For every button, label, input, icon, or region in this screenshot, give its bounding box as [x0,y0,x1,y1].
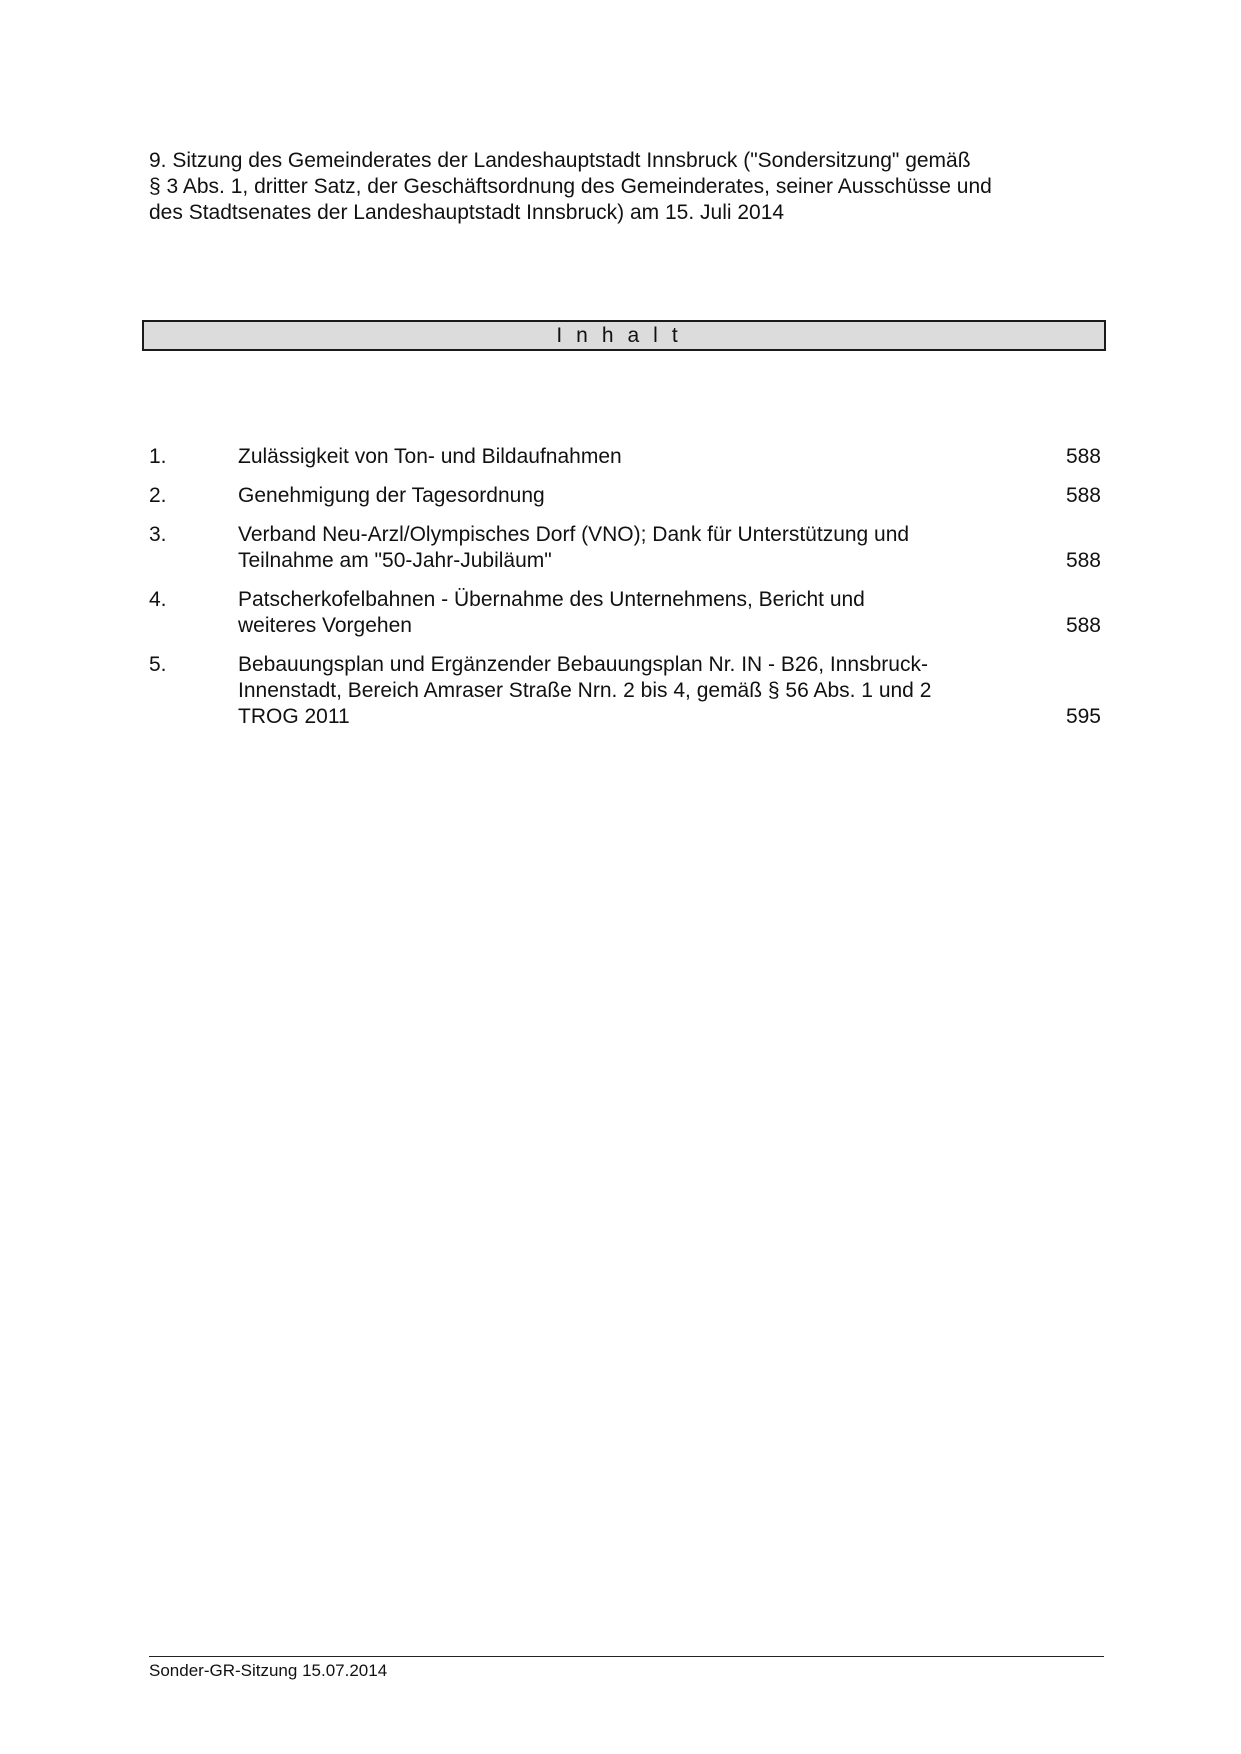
toc-entry-title-line: Patscherkofelbahnen - Übernahme des Unternehmens, Bericht und [238,588,865,611]
toc-entry-number: 4. [149,588,167,611]
toc-entry-title-line: Teilnahme am "50-Jahr-Jubiläum" [238,549,552,572]
toc-entry[interactable] [149,483,1101,509]
toc-entry[interactable] [149,444,1101,470]
toc-entry-title-line: Zulässigkeit von Ton- und Bildaufnahmen [238,445,622,468]
toc-entry-page: 588 [1065,549,1101,572]
toc-entry-title [238,483,1028,509]
inhalt-label: Inhalt [556,324,692,347]
toc-entry-title [238,587,1028,639]
toc-entry[interactable] [149,522,1101,574]
toc-entry-title-line: TROG 2011 [238,705,350,728]
toc-entry-number: 1. [149,445,167,468]
toc-entry-title-line: weiteres Vorgehen [238,614,412,637]
table-of-contents [149,444,1101,743]
inhalt-banner [142,320,1106,351]
toc-entry-title-line: Bebauungsplan und Ergänzender Bebauungsplan Nr. IN - B26, Innsbruck- [238,653,928,676]
heading-line: § 3 Abs. 1, dritter Satz, der Geschäftsordnung des Gemeinderates, seiner Ausschüsse und [149,175,992,198]
toc-entry-number: 5. [149,653,167,676]
toc-entry-title [238,444,1028,470]
toc-entry-number: 2. [149,484,167,507]
toc-entry-page: 588 [1065,445,1101,468]
toc-entry[interactable] [149,652,1101,730]
document-heading [149,148,1099,226]
toc-entry-page: 595 [1065,705,1101,728]
toc-entry[interactable] [149,587,1101,639]
toc-entry-title-line: Genehmigung der Tagesordnung [238,484,545,507]
toc-entry-page: 588 [1065,614,1101,637]
toc-entry-number: 3. [149,523,167,546]
toc-entry-title-line: Innenstadt, Bereich Amraser Straße Nrn. 2 bis 4, gemäß § 56 Abs. 1 und 2 [238,679,932,702]
toc-entry-title-line: Verband Neu-Arzl/Olympisches Dorf (VNO); Dank für Unterstützung und [238,523,910,546]
toc-entry-title [238,652,1028,730]
heading-line: des Stadtsenates der Landeshauptstadt Innsbruck) am 15. Juli 2014 [149,201,785,224]
toc-entry-page: 588 [1065,484,1101,507]
heading-line: 9. Sitzung des Gemeinderates der Landeshauptstadt Innsbruck ("Sondersitzung" gemäß [149,149,971,172]
page-footer: Sonder-GR-Sitzung 15.07.2014 [149,1661,388,1680]
toc-entry-title [238,522,1028,574]
footer-divider [149,1656,1104,1657]
